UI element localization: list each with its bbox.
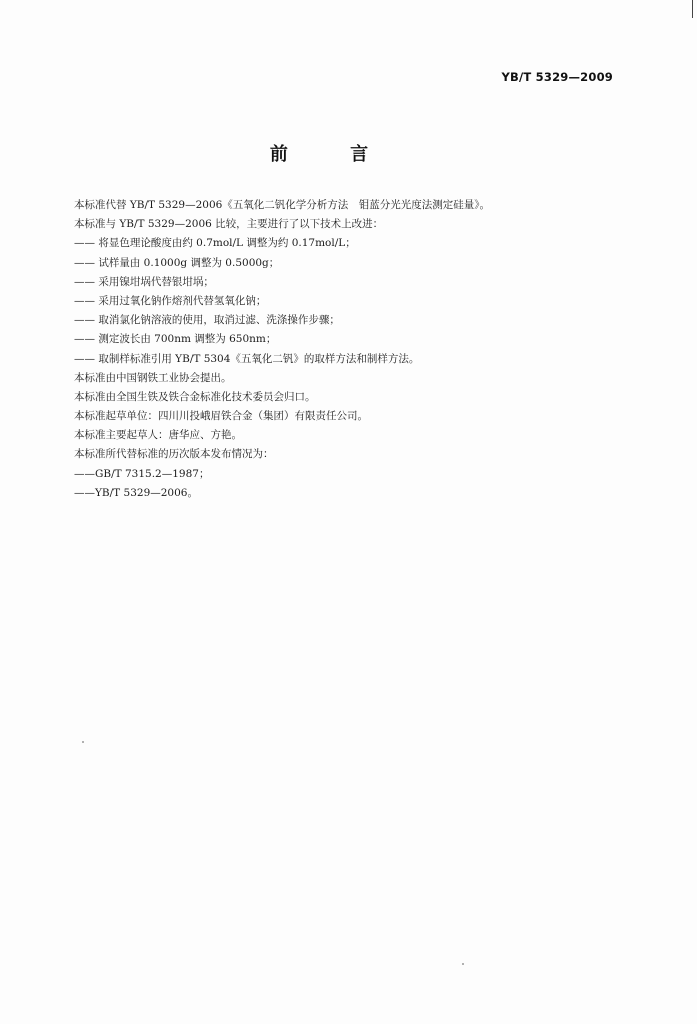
list-item: ——YB/T 5329—2006。 xyxy=(74,486,198,499)
paragraph-line: 本标准起草单位：四川川投峨眉铁合金（集团）有限责任公司。 xyxy=(74,410,368,423)
list-item: —— 将显色理论酸度由约 0.7mol/L 调整为约 0.17mol/L； xyxy=(74,237,356,250)
list-item: —— 测定波长由 700nm 调整为 650nm； xyxy=(74,333,277,346)
paragraph-line: 本标准与 YB/T 5329—2006 比较，主要进行了以下技术上改进： xyxy=(74,218,384,231)
paragraph-line: 本标准由中国钢铁工业协会提出。 xyxy=(74,371,232,384)
page-title: 前 言 xyxy=(269,144,397,165)
paragraph-line: 本标准由全国生铁及铁合金标准化技术委员会归口。 xyxy=(74,390,316,403)
scan-speck xyxy=(462,963,464,965)
scan-speck xyxy=(82,741,84,743)
paragraph-line: 本标准主要起草人：唐华应、方艳。 xyxy=(74,429,242,442)
standard-code: YB/T 5329—2009 xyxy=(501,70,613,84)
list-item: —— 采用镍坩埚代替银坩埚； xyxy=(74,275,214,288)
list-item: —— 取消氯化钠溶液的使用，取消过滤、洗涤操作步骤； xyxy=(74,314,340,327)
list-item: —— 试样量由 0.1000g 调整为 0.5000g； xyxy=(74,256,280,269)
list-item: —— 取制样标准引用 YB/T 5304《五氧化二钒》的取样方法和制样方法。 xyxy=(74,352,420,365)
list-item: —— 采用过氧化钠作熔剂代替氢氧化钠； xyxy=(74,294,267,307)
foreword-body xyxy=(74,196,634,503)
scan-edge-mark xyxy=(692,0,693,18)
paragraph-line: 本标准代替 YB/T 5329—2006《五氧化二钒化学分析方法 钼蓝分光光度法测定硅量》。 xyxy=(74,199,491,211)
paragraph-line: 本标准所代替标准的历次版本发布情况为： xyxy=(74,448,274,461)
list-item: ——GB/T 7315.2—1987； xyxy=(74,467,210,480)
